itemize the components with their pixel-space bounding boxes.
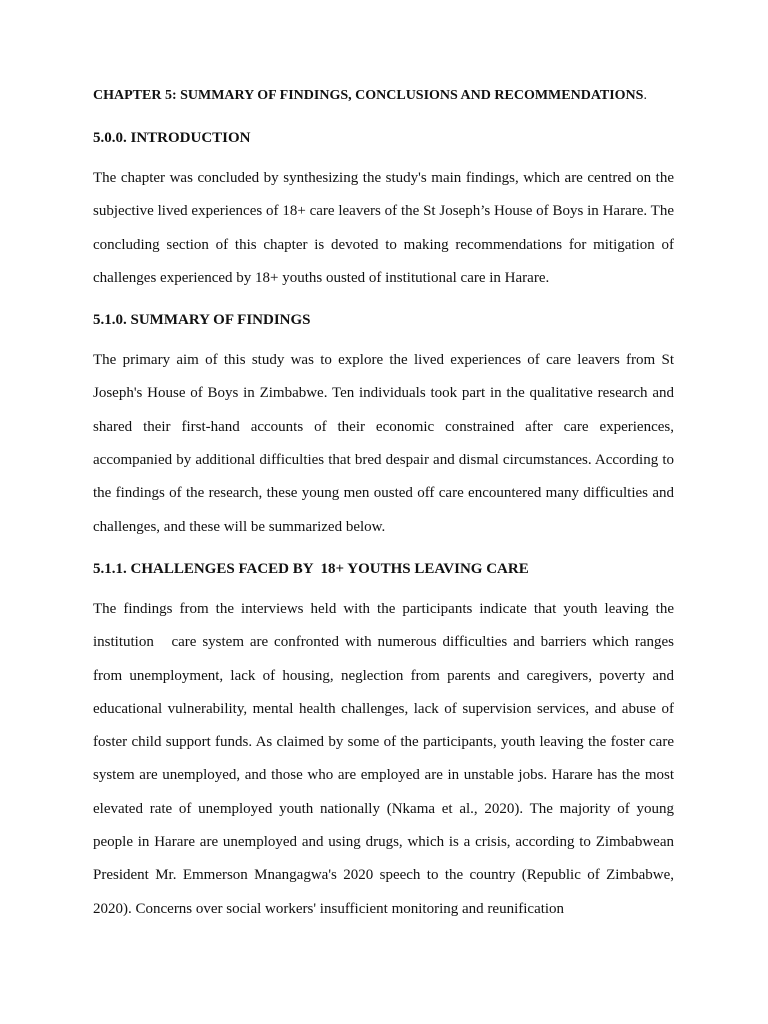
chapter-title-text: CHAPTER 5: SUMMARY OF FINDINGS, CONCLUSIONS AND RECOMMENDATIONS xyxy=(93,88,644,103)
chapter-title-period: . xyxy=(643,88,647,103)
challenges-paragraph: The findings from the interviews held with the participants indicate that youth leaving the institution care system are confronted with numerous difficulties and barriers which ranges from unemployment, lack of housing, neglection from parents and caregivers, poverty and educational vulnerability, mental health challenges, lack of supervision services, and abuse of foster child support funds. As claimed by some of the participants, youth leaving the foster care system are unemployed, and those who are employed are in unstable jobs. Harare has the most elevated rate of unemployed youth nationally (Nkama et al., 2020). The majority of young people in Harare are unemployed and using drugs, which is a crisis, according to Zimbabwean President Mr. Emmerson Mnangagwa's 2020 speech to the country (Republic of Zimbabwe, 2020). Concerns over social workers' insufficient monitoring and reunification xyxy=(93,600,678,917)
document-page xyxy=(93,84,678,926)
summary-heading: 5.1.0. SUMMARY OF FINDINGS xyxy=(93,312,311,329)
challenges-heading: 5.1.1. CHALLENGES FACED BY 18+ YOUTHS LEAVING CARE xyxy=(93,560,529,577)
summary-paragraph: The primary aim of this study was to explore the lived experiences of care leavers from St Joseph's House of Boys in Zimbabwe. Ten individuals took part in the qualitative research and shared their first-hand accounts of their economic constrained after care experiences, accompanied by additional difficulties that bred despair and dismal circumstances. According to the findings of the research, these young men ousted off care encountered many difficulties and challenges, and these will be summarized below. xyxy=(93,352,678,535)
introduction-heading: 5.0.0. INTRODUCTION xyxy=(93,130,251,146)
chapter-title xyxy=(93,84,674,108)
introduction-paragraph: The chapter was concluded by synthesizing the study's main findings, which are centred on the subjective lived experiences of 18+ care leavers of the St Joseph’s House of Boys in Harare. The concluding section of this chapter is devoted to making recommendations for mitigation of challenges experienced by 18+ youths ousted of institutional care in Harare. xyxy=(93,170,678,286)
